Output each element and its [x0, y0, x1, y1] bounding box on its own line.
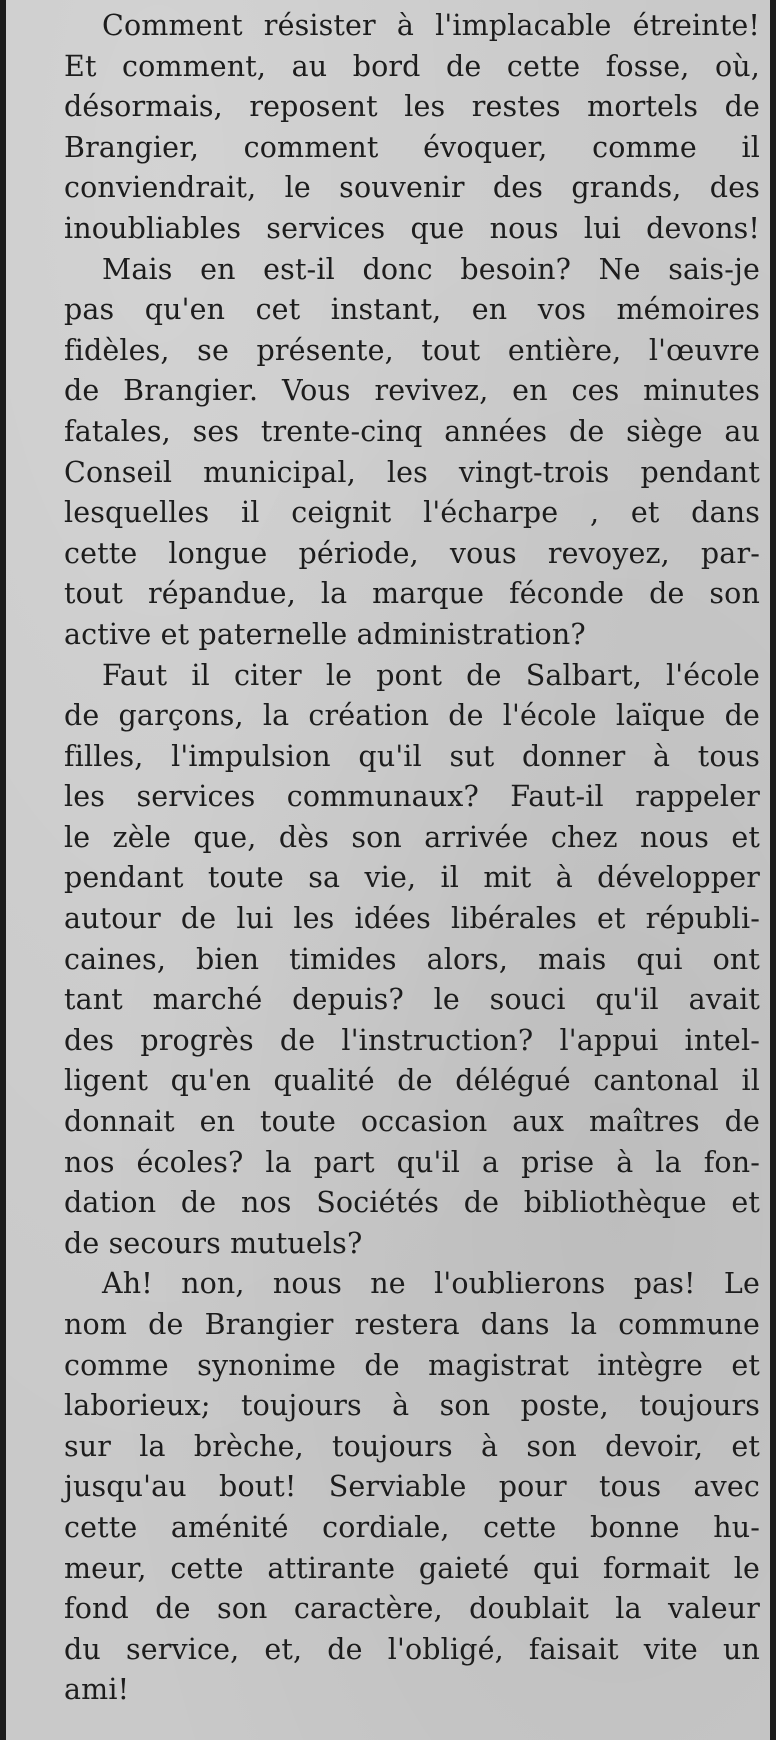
text-line: le zèle que, dès son arrivée chez nous et	[64, 820, 760, 854]
paragraph-1	[26, 6, 760, 250]
text-line: pendant toute sa vie, il mit à développer	[64, 861, 760, 895]
text-line: autour de lui les idées libérales et républi-	[64, 902, 760, 936]
text-line: cette longue période, vous revoyez, par-	[64, 536, 760, 570]
text-line: Mais en est-il donc besoin? Ne sais-je	[102, 252, 760, 286]
paragraph-2	[26, 250, 760, 656]
text-line: Comment résister à l'implacable étreinte!	[102, 9, 760, 42]
paragraph-4	[26, 1264, 760, 1711]
text-line: comme synonime de magistrat intègre et	[64, 1348, 760, 1382]
text-line: laborieux; toujours à son poste, toujours	[64, 1389, 760, 1423]
text-line: dation de nos Sociétés de bibliothèque et	[64, 1186, 760, 1220]
text-line: fidèles, se présente, tout entière, l'œuvre	[64, 333, 760, 367]
article-text	[26, 6, 760, 1711]
text-line: de garçons, la création de l'école laïque de	[64, 699, 760, 733]
text-line: nos écoles? la part qu'il a prise à la fon-	[64, 1145, 760, 1179]
text-line: sur la brèche, toujours à son devoir, et	[64, 1429, 760, 1463]
text-line: filles, l'impulsion qu'il sut donner à tous	[64, 739, 760, 773]
text-line: tout répandue, la marque féconde de son	[64, 577, 760, 611]
text-line: fatales, ses trente-cinq années de siège au	[64, 414, 760, 448]
text-line: les services communaux? Faut-il rappeler	[64, 780, 760, 814]
text-line: active et paternelle administration?	[64, 617, 586, 651]
paragraph-3	[26, 656, 760, 1265]
text-line: Conseil municipal, les vingt-trois pendant	[64, 455, 760, 489]
text-line: désormais, reposent les restes mortels de	[64, 90, 760, 124]
text-line: conviendrait, le souvenir des grands, des	[64, 171, 760, 205]
text-line: des progrès de l'instruction? l'appui intel-	[64, 1023, 760, 1057]
text-line: inoubliables services que nous lui devons!	[64, 211, 760, 245]
text-line: nom de Brangier restera dans la commune	[64, 1308, 760, 1341]
text-line: ligent qu'en qualité de délégué cantonal il	[64, 1064, 760, 1098]
text-line: fond de son caractère, doublait la valeur	[64, 1592, 760, 1626]
text-line: tant marché depuis? le souci qu'il avait	[64, 983, 760, 1017]
text-line: Faut il citer le pont de Salbart, l'école	[102, 658, 760, 692]
text-line: cette aménité cordiale, cette bonne hu-	[64, 1510, 760, 1544]
text-line: de Brangier. Vous revivez, en ces minutes	[64, 374, 760, 408]
newspaper-clipping	[6, 0, 770, 1740]
text-line: Brangier, comment évoquer, comme il	[64, 130, 760, 164]
text-line: meur, cette attirante gaieté qui formait le	[64, 1551, 760, 1585]
text-line: donnait en toute occasion aux maîtres de	[64, 1105, 760, 1139]
text-line: jusqu'au bout! Serviable pour tous avec	[64, 1470, 760, 1504]
text-line: caines, bien timides alors, mais qui ont	[64, 942, 760, 976]
text-line: pas qu'en cet instant, en vos mémoires	[64, 293, 760, 327]
text-line: ami!	[64, 1673, 130, 1707]
text-line: du service, et, de l'obligé, faisait vite un	[64, 1632, 760, 1666]
text-line: de secours mutuels?	[64, 1226, 363, 1260]
text-line: Et comment, au bord de cette fosse, où,	[64, 49, 760, 83]
text-line: Ah! non, nous ne l'oublierons pas! Le	[102, 1267, 760, 1301]
text-line: lesquelles il ceignit l'écharpe , et dans	[64, 496, 760, 530]
